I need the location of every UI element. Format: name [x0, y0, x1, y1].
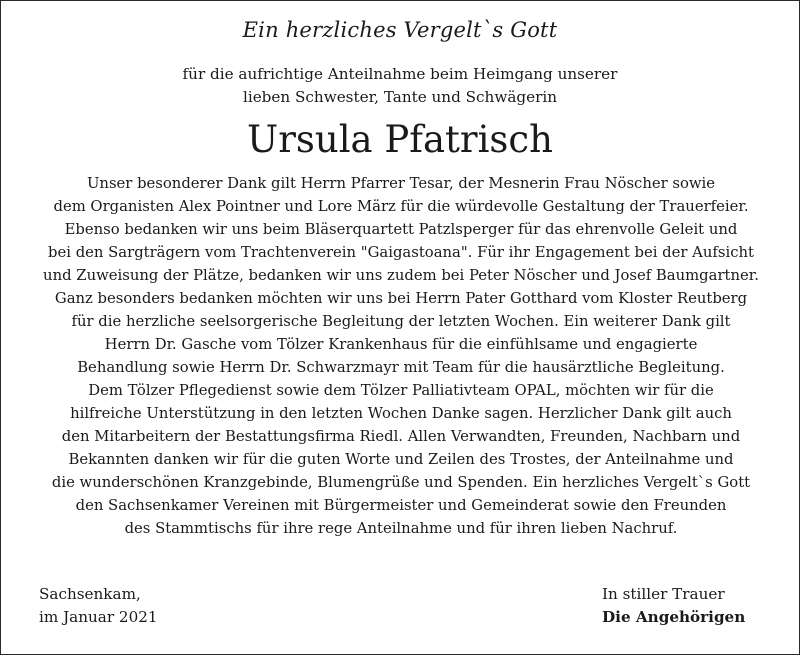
date: im Januar 2021 — [39, 608, 158, 626]
body-line: den Mitarbeitern der Bestattungsfirma Riedl. Allen Verwandten, Freunden, Nachbarn und — [61, 428, 741, 445]
place-and-date — [39, 583, 158, 629]
body-line: hilfreiche Unterstützung in den letzten Wochen Danke sagen. Herzlicher Dank gilt auch — [70, 405, 732, 422]
notice-heading: Ein herzliches Vergelt`s Gott — [242, 18, 558, 42]
body-line: Unser besonderer Dank gilt Herrn Pfarrer Tesar, der Mesnerin Frau Nöscher sowie — [86, 175, 716, 192]
body-line: bei den Sargträgern vom Trachtenverein "Gaigastoana". Für ihr Engagement bei der Aufsicht — [48, 244, 754, 261]
body-line: Ebenso bedanken wir uns beim Bläserquartett Patzlsperger für das ehrenvolle Geleit und — [64, 221, 738, 238]
signer: Die Angehörigen — [602, 608, 746, 626]
deceased-name: Ursula Pfatrisch — [247, 118, 553, 161]
body-line: Behandlung sowie Herrn Dr. Schwarzmayr mit Team für die hausärztliche Begleitung. — [77, 359, 725, 376]
body-line: dem Organisten Alex Pointner und Lore März für die würdevolle Gestaltung der Trauerfeier. — [53, 198, 749, 215]
intro-text — [1, 63, 799, 109]
body-line: die wunderschönen Kranzgebinde, Blumengrüße und Spenden. Ein herzliches Vergelt`s Gott — [51, 474, 751, 491]
signoff — [602, 583, 745, 629]
body-line: Ganz besonders bedanken möchten wir uns bei Herrn Pater Gotthard vom Kloster Reutberg — [54, 290, 748, 307]
intro-line: für die aufrichtige Anteilnahme beim Heimgang unserer — [182, 65, 618, 83]
body-line: Bekannten danken wir für die guten Worte und Zeilen des Trostes, der Anteilnahme und — [68, 451, 734, 468]
closing-phrase: In stiller Trauer — [602, 585, 725, 603]
body-line: des Stammtischs für ihre rege Anteilnahme und für ihren lieben Nachruf. — [124, 520, 678, 537]
body-line: und Zuweisung der Plätze, bedanken wir uns zudem bei Peter Nöscher und Josef Baumgartner. — [43, 267, 759, 284]
body-line: für die herzliche seelsorgerische Begleitung der letzten Wochen. Ein weiterer Dank gilt — [71, 313, 731, 330]
body-line: Herrn Dr. Gasche vom Tölzer Krankenhaus für die einfühlsame und engagierte — [104, 336, 698, 353]
place: Sachsenkam, — [39, 585, 141, 603]
intro-line: lieben Schwester, Tante und Schwägerin — [242, 88, 557, 106]
body-line: Dem Tölzer Pflegedienst sowie dem Tölzer Palliativteam OPAL, möchten wir für die — [88, 382, 714, 399]
thank-you-body — [11, 172, 791, 540]
body-line: den Sachsenkamer Vereinen mit Bürgermeister und Gemeinderat sowie den Freunden — [75, 497, 727, 514]
